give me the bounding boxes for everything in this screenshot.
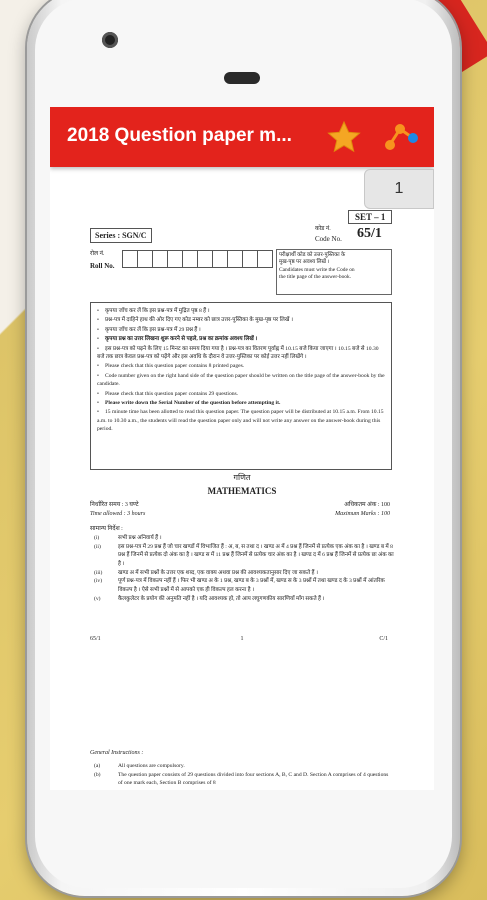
page-footer-code: 65/1 xyxy=(90,636,101,642)
page-indicator[interactable]: 1 xyxy=(364,169,434,209)
series-label: Series : SGN/C xyxy=(90,228,152,243)
set-label: SET – 1 xyxy=(348,210,392,224)
bullet-icon: • xyxy=(97,390,99,397)
instruction-text: Code number given on the right hand side of the question paper should be written on the title page of the answer-book by the candidate. xyxy=(97,372,385,388)
code-label: Code No. xyxy=(315,235,342,243)
instruction-item xyxy=(94,543,394,569)
instruction-item xyxy=(97,372,385,389)
bullet-icon: • xyxy=(97,308,99,314)
subject-title: MATHEMATICS xyxy=(207,486,277,496)
bullet-icon: • xyxy=(97,363,99,370)
roll-number-boxes xyxy=(122,250,272,268)
app-bar xyxy=(50,107,434,167)
instruction-item xyxy=(94,771,394,788)
instruction-item xyxy=(97,316,385,324)
candidate-note-line: the title page of the answer-book. xyxy=(279,273,352,280)
share-button[interactable] xyxy=(380,119,420,155)
maximum-marks-hindi: अधिकतम अंक : 100 xyxy=(344,502,390,508)
speaker-grille xyxy=(224,72,260,84)
time-allowed-hindi: निर्धारित समय : 3 घण्टे xyxy=(90,502,139,508)
code-label-hindi: कोड नं. xyxy=(315,226,331,232)
code-number: 65/1 xyxy=(357,226,382,241)
instruction-item xyxy=(94,577,394,594)
instruction-number: (i) xyxy=(94,535,100,541)
instruction-item xyxy=(94,534,394,543)
instructions-box xyxy=(90,302,392,470)
bullet-icon: • xyxy=(97,326,99,333)
instruction-text: खण्ड अ में सभी प्रश्नों के उत्तर एक शब्द, एक वाक्य अथवा प्रश्न की आवश्यकतानुसार दिए जा सकते हैं । xyxy=(118,569,319,576)
candidate-note-line: Candidates must write the Code on xyxy=(279,266,355,273)
instruction-text: इस प्रश्न-पत्र को पढ़ने के लिए 15 मिनट का समय दिया गया है । प्रश्न-पत्र का वितरण पूर्वाह्न में 10.15 बजे किया जाएगा । 10.15 बजे से 10.30 बजे तक छात्र केवल प्रश्न-पत्र को पढ़ेंगे और इस अवधि के दौरान वे उत्तर-पुस्तिका पर कोई उत्तर नहीं लिखेंगे । xyxy=(97,345,379,360)
instruction-item xyxy=(94,595,394,604)
instruction-item xyxy=(97,399,385,407)
instruction-number: (v) xyxy=(94,595,101,602)
instruction-item xyxy=(97,335,385,343)
instruction-text: कृपया प्रश्न का उत्तर लिखना शुरू करने से पहले, प्रश्न का क्रमांक अवश्य लिखें । xyxy=(105,336,258,343)
page-footer-series: C/1 xyxy=(379,636,388,642)
general-instructions-hindi-heading: सामान्य निर्देश : xyxy=(90,526,123,532)
favorite-button[interactable] xyxy=(326,119,362,155)
instruction-text: कैलकुलेटर के प्रयोग की अनुमति नहीं है । यदि आवश्यक हो, तो आप लघुगणकीय सारणियाँ माँग सकते हैं । xyxy=(118,595,325,602)
instruction-text: कृपया जाँच कर लें कि इस प्रश्न-पत्र में मुद्रित पृष्ठ 8 हैं । xyxy=(105,308,210,314)
roll-label: Roll No. xyxy=(90,262,115,270)
bullet-icon: • xyxy=(97,372,99,379)
candidate-note-line: मुख-पृष्ठ पर अवश्य लिखें । xyxy=(279,259,330,266)
instruction-text: इस प्रश्न-पत्र में 29 प्रश्न हैं जो चार खण्डों में विभाजित हैं : अ, ब, स तथा द । खण्ड अ में 4 प्रश्न हैं जिनमें से प्रत्येक एक अंक का है । खण्ड ब में 8 प्रश्न हैं जिनमें से प्रत्येक दो अंक का है । खण्ड स में 11 प्रश्न हैं जिनमें से प्रत्येक चार अंक का है । खण्ड द में 6 प्रश्न हैं जिनमें से प्रत्येक छः अंक का है । xyxy=(118,543,394,567)
instruction-text: The question paper consists of 29 questions divided into four sections A, B, C and D. Section A comprises of 4 questions of one mark each, Section B comprises of 8 xyxy=(118,771,389,787)
instruction-text: पूर्ण प्रश्न-पत्र में विकल्प नहीं हैं । फिर भी खण्ड अ के 1 प्रश्न, खण्ड ब के 3 प्रश्नों में, खण्ड स के 3 प्रश्नों में तथा खण्ड द के 3 प्रश्नों में आंतरिक विकल्प है । ऐसे सभी प्रश्नों में से आपको एक ही विकल्प हल करना है । xyxy=(118,578,385,593)
candidate-note-line: परीक्षार्थी कोड को उत्तर-पुस्तिका के xyxy=(279,252,346,258)
instruction-text: Please check that this question paper contains 29 questions. xyxy=(105,390,239,397)
app-title: 2018 Question paper m... xyxy=(67,125,292,146)
instruction-item xyxy=(97,390,385,398)
time-allowed: Time allowed : 3 hours xyxy=(90,511,146,517)
general-instructions xyxy=(94,762,394,788)
instruction-number: (a) xyxy=(94,763,101,769)
instruction-item xyxy=(97,362,385,370)
instruction-item xyxy=(97,307,385,315)
instruction-text: Please write down the Serial Number of the question before attempting it. xyxy=(105,399,281,406)
instruction-item xyxy=(97,326,385,334)
instruction-number: (iii) xyxy=(94,569,103,576)
question-paper-page[interactable] xyxy=(50,202,434,790)
instruction-number: (iv) xyxy=(94,578,103,585)
candidate-note-box xyxy=(276,249,392,295)
instruction-text: कृपया जाँच कर लें कि इस प्रश्न-पत्र में 29 प्रश्न हैं । xyxy=(105,326,201,333)
subject-title-hindi: गणित xyxy=(233,473,251,482)
bullet-icon: • xyxy=(97,336,99,343)
instruction-text: All questions are compulsory. xyxy=(118,763,185,769)
instruction-item xyxy=(97,408,385,433)
instruction-text: 15 minute time has been allotted to read this question paper. The question paper will be distributed at 10.15 a.m. From 10.15 a.m. to 10.30 a.m., the students will read the question paper only and will not write any answer on the answer-book during this period. xyxy=(97,409,384,433)
roll-label-hindi: रोल नं. xyxy=(90,251,105,257)
instruction-text: सभी प्रश्न अनिवार्य हैं । xyxy=(118,535,162,541)
star-icon xyxy=(326,119,362,155)
bullet-icon: • xyxy=(97,409,99,416)
instruction-number: (b) xyxy=(94,771,101,778)
share-icon xyxy=(380,119,420,155)
front-camera-icon xyxy=(102,32,118,48)
bullet-icon: • xyxy=(97,317,99,324)
general-instructions-hindi xyxy=(94,534,394,603)
instruction-item xyxy=(97,345,385,362)
app-screen xyxy=(50,107,434,790)
bullet-icon: • xyxy=(97,399,99,406)
instruction-text: प्रश्न-पत्र में दाहिने हाथ की ओर दिए गए कोड नम्बर को छात्र उत्तर-पुस्तिका के मुख-पृष्ठ पर लिखें । xyxy=(105,317,293,324)
bullet-icon: • xyxy=(97,345,99,352)
instruction-text: Please check that this question paper contains 8 printed pages. xyxy=(105,363,245,370)
maximum-marks: Maximum Marks : 100 xyxy=(335,511,390,517)
instruction-item xyxy=(94,569,394,578)
instruction-number: (ii) xyxy=(94,543,101,550)
general-instructions-heading: General Instructions : xyxy=(90,750,144,756)
instruction-item xyxy=(94,762,394,771)
page-footer-number: 1 xyxy=(240,636,244,642)
